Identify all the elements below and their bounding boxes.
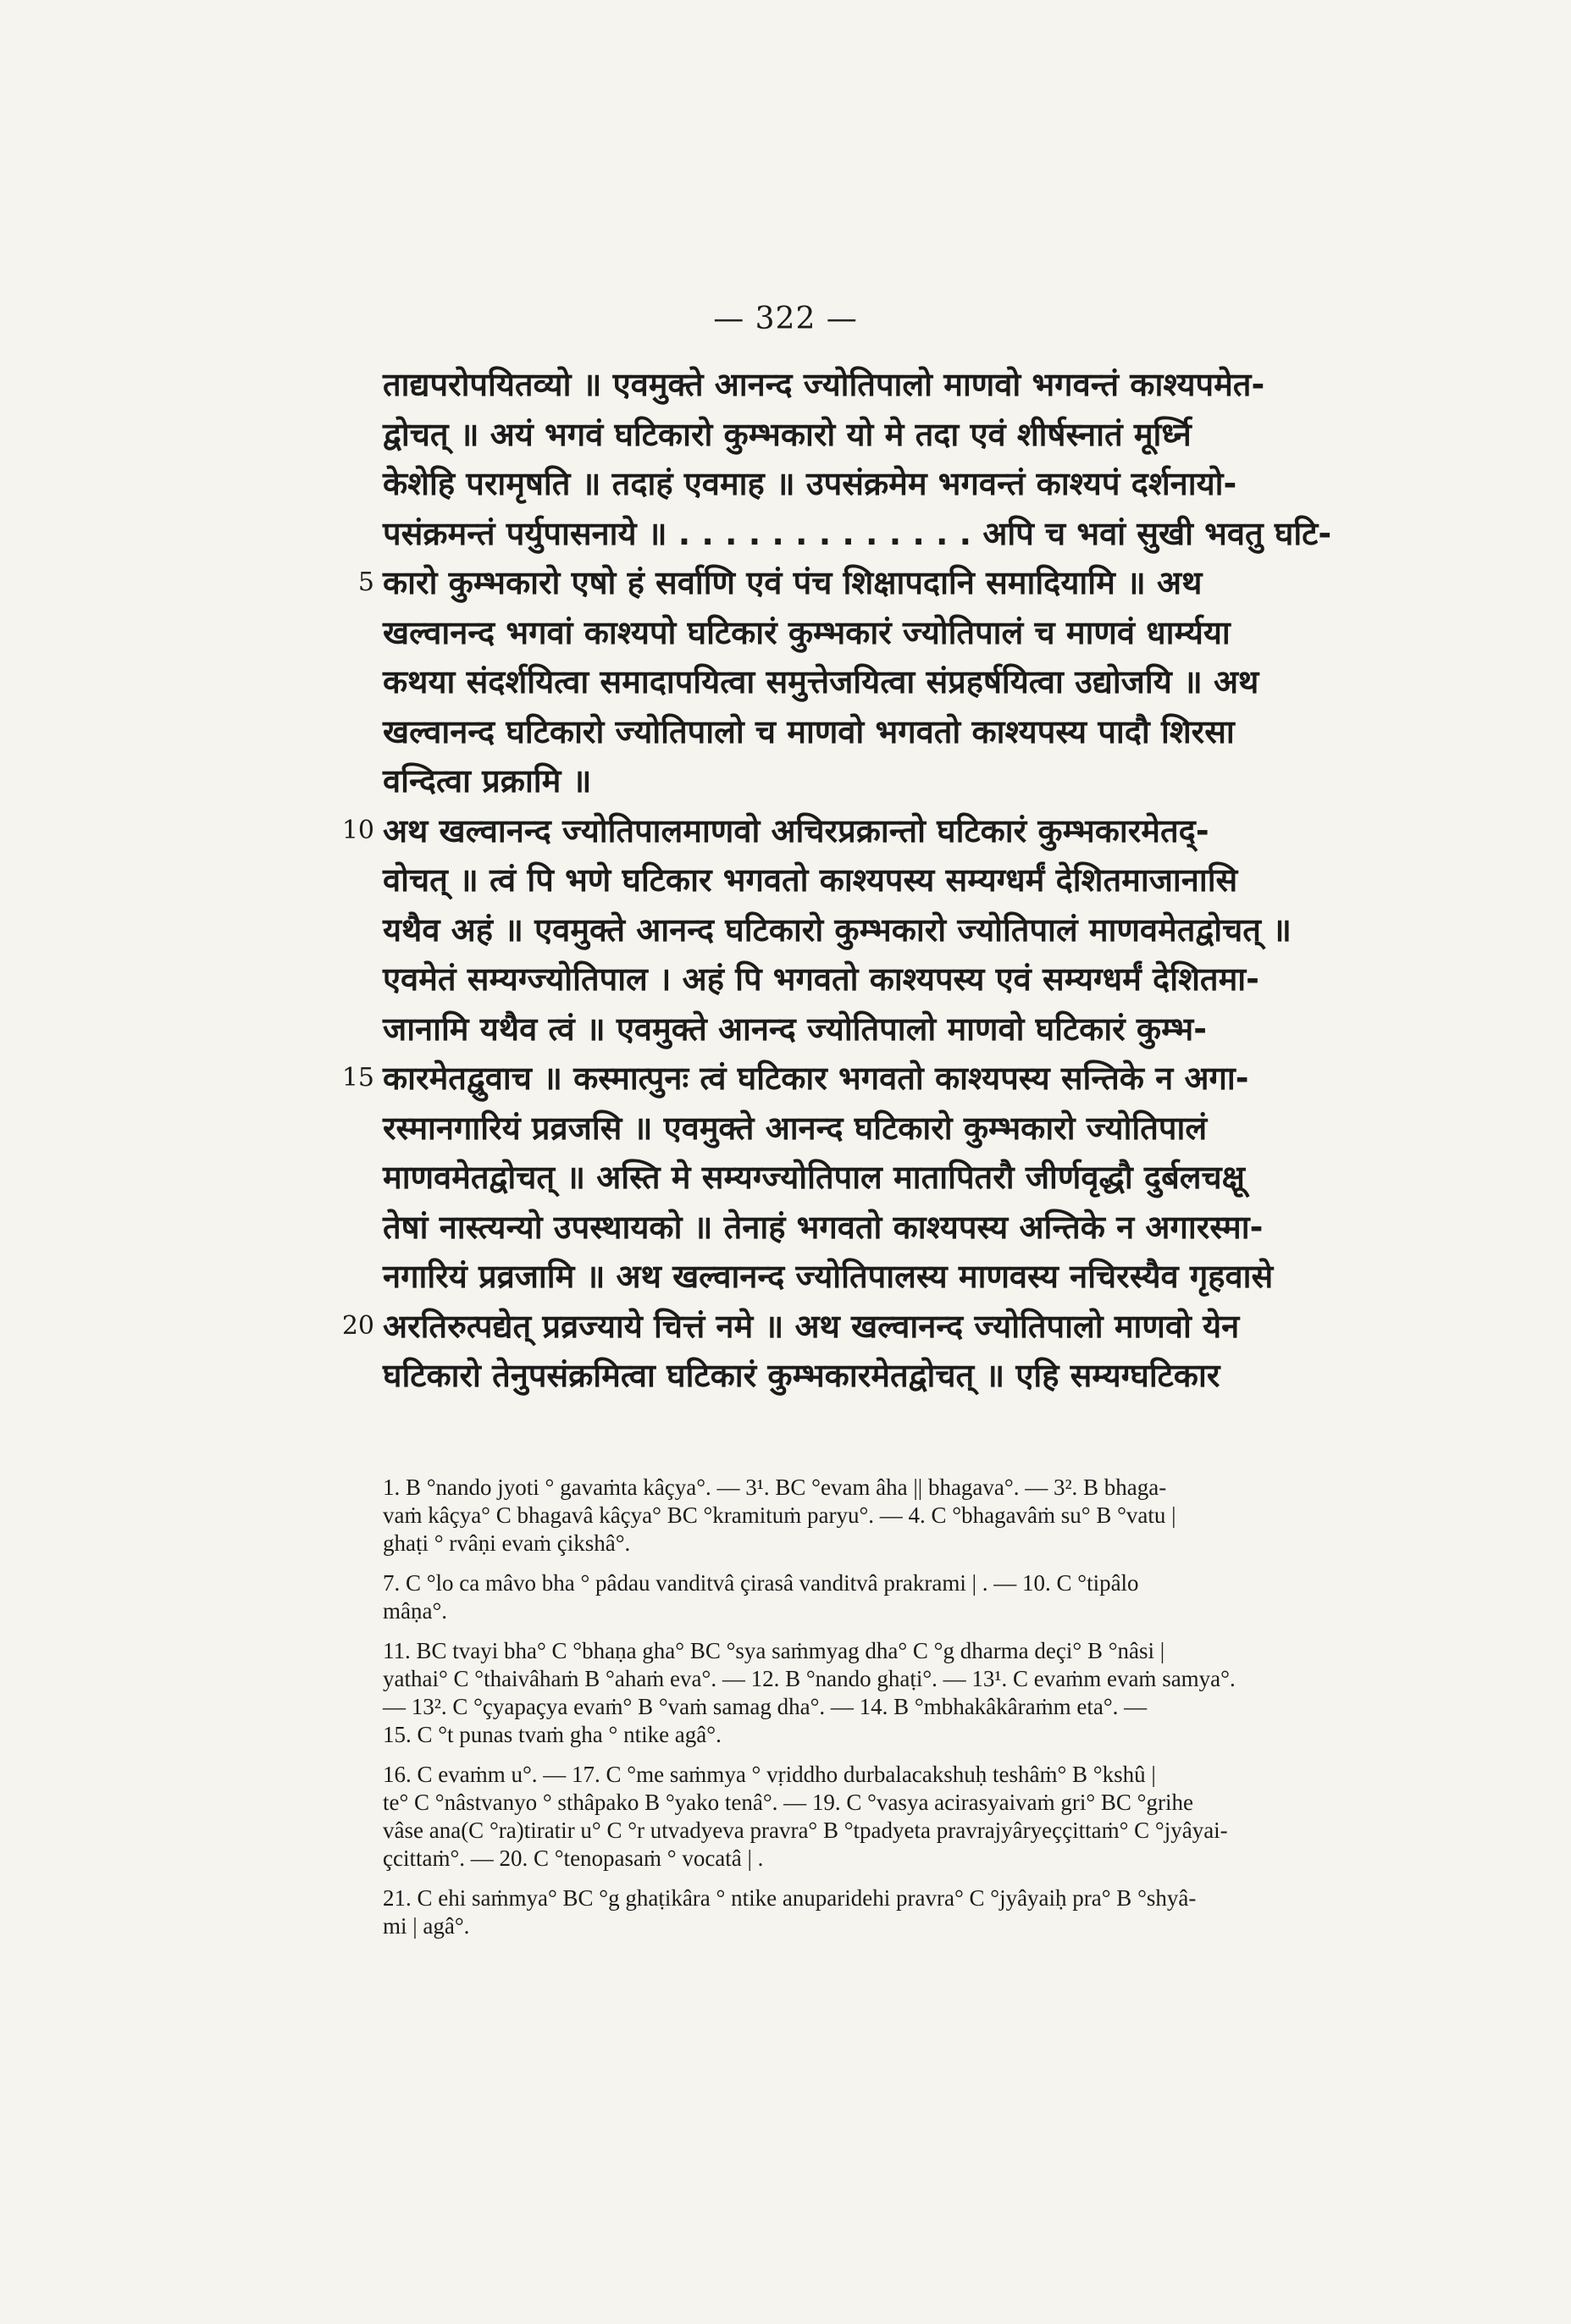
footnote-line: te° C °nâstvanyo ° sthâpako B °yako tenâ°. — 19. C °vasya acirasyaivaṁ gri° BC °grihe bbox=[383, 1790, 1193, 1815]
footnote-line: 1. B °nando jyoti ° gavaṁta kâçya°. — 3¹. BC °evam âha || bhagava°. — 3². B bhaga- bbox=[383, 1475, 1167, 1500]
text-line bbox=[383, 1203, 1484, 1253]
footnote-line: 11. BC tvayi bha° C °bhaṇa gha° BC °sya saṁmyag dha° C °g dharma deçi° B °nâsi | bbox=[383, 1638, 1165, 1663]
text-line bbox=[383, 1104, 1484, 1154]
text-line bbox=[383, 509, 1484, 559]
footnote bbox=[383, 1761, 1484, 1873]
footnote-line: 16. C evaṁm u°. — 17. C °me saṁmya ° vṛiddho durbalacakshuḥ teshâṁ° B °kshû | bbox=[383, 1762, 1156, 1787]
text-line bbox=[341, 1302, 1484, 1352]
footnotes bbox=[383, 1474, 1484, 1952]
footnote-line: ghaṭi ° rvâṇi evaṁ çikshâ°. bbox=[383, 1530, 631, 1556]
text-line bbox=[383, 1153, 1484, 1203]
text-line bbox=[383, 1004, 1484, 1054]
line-text: जानामि यथैव त्वं ॥ एवमुक्ते आनन्द ज्योतिपालो माणवो घटिकारं कुम्भ- bbox=[383, 1010, 1208, 1048]
footnote bbox=[383, 1474, 1484, 1558]
footnote-line: vaṁ kâçya° C bhagavâ kâçya° BC °kramituṁ paryu°. — 4. C °bhagavâṁ su° B °vatu | bbox=[383, 1502, 1176, 1528]
line-text: रस्मानगारियं प्रव्रजसि ॥ एवमुक्ते आनन्द घटिकारो कुम्भकारो ज्योतिपालं bbox=[383, 1109, 1208, 1147]
line-text: द्वोचत् ॥ अयं भगवं घटिकारो कुम्भकारो यो मे तदा एवं शीर्षस्नातं मूर्ध्नि bbox=[383, 415, 1192, 453]
line-text: कारो कुम्भकारो एषो हं सर्वाणि एवं पंच शिक्षापदानि समादियामि ॥ अथ bbox=[383, 564, 1203, 601]
line-text: अथ खल्वानन्द ज्योतिपालमाणवो अचिरप्रक्रान्तो घटिकारं कुम्भकारमेतद्- bbox=[383, 811, 1209, 849]
line-text: खल्वानन्द भगवां काश्यपो घटिकारं कुम्भकारं ज्योतिपालं च माणवं धार्म्यया bbox=[383, 613, 1231, 651]
line-text: वोचत् ॥ त्वं पि भणे घटिकार भगवतो काश्यपस्य सम्यग्धर्मं देशितमाजानासि bbox=[383, 861, 1238, 899]
footnote-line: mi | agâ°. bbox=[383, 1913, 470, 1939]
line-text: तेषां नास्त्यन्यो उपस्थायको ॥ तेनाहं भगवतो काश्यपस्य अन्तिके न अगारस्मा- bbox=[383, 1208, 1264, 1246]
line-number: 10 bbox=[341, 815, 374, 845]
line-text: ताद्यपरोपयितव्यो ॥ एवमुक्ते आनन्द ज्योतिपालो माणवो भगवन्तं काश्यपमेत- bbox=[383, 366, 1265, 403]
footnote-line: vâse ana(C °ra)tiratir u° C °r utvadyeva pravra° B °tpadyeta pravrajyâryeççittaṁ° C °jyâyai- bbox=[383, 1818, 1228, 1843]
footnote-line: — 13². C °çyapaçya evaṁ° B °vaṁ samag dha°. — 14. B °mbhakâkâraṁm eta°. — bbox=[383, 1694, 1148, 1719]
line-text: अरतिरुत्पद्येत् प्रव्रज्याये चित्तं नमे ॥ अथ खल्वानन्द ज्योतिपालो माणवो येन bbox=[383, 1307, 1240, 1345]
line-text: नगारियं प्रव्रजामि ॥ अथ खल्वानन्द ज्योतिपालस्य माणवस्य नचिरस्यैव गृहवासे bbox=[383, 1258, 1274, 1295]
text-line bbox=[383, 905, 1484, 955]
text-line bbox=[341, 806, 1484, 856]
page-number: — 322 — bbox=[713, 302, 858, 336]
footnote bbox=[383, 1884, 1484, 1940]
line-text: केशेहि परामृषति ॥ तदाहं एवमाह ॥ उपसंक्रमेम भगवन्तं काश्यपं दर्शनायो- bbox=[383, 465, 1237, 502]
footnote bbox=[383, 1569, 1484, 1625]
text-line bbox=[383, 657, 1484, 707]
line-text: पसंक्रमन्तं पर्युपासनाये ॥ . . . . . . . . . . . . . अपि च भवां सुखी भवतु घटि- bbox=[383, 514, 1332, 552]
text-line bbox=[383, 955, 1484, 1004]
footnote-line: çcittaṁ°. — 20. C °tenopasaṁ ° vocatâ | . bbox=[383, 1845, 764, 1871]
line-number: 15 bbox=[341, 1063, 374, 1093]
line-text: यथैव अहं ॥ एवमुक्ते आनन्द घटिकारो कुम्भकारो ज्योतिपालं माणवमेतद्वोचत् ॥ bbox=[383, 910, 1292, 949]
line-text: खल्वानन्द घटिकारो ज्योतिपालो च माणवो भगवतो काश्यपस्य पादौ शिरसा bbox=[383, 712, 1235, 750]
line-text: कथया संदर्शयित्वा समादापयित्वा समुत्तेजयित्वा संप्रहर्षयित्वा उद्योजयि ॥ अथ bbox=[383, 663, 1259, 700]
text-line bbox=[383, 410, 1484, 460]
text-line bbox=[383, 608, 1484, 658]
line-text: एवमेतं सम्यग्ज्योतिपाल । अहं पि भगवतो काश्यपस्य एवं सम्यग्धर्मं देशितमा- bbox=[383, 960, 1259, 998]
line-text: कारमेतद्वुवाच ॥ कस्मात्पुनः त्वं घटिकार भगवतो काश्यपस्य सन्तिके न अगा- bbox=[383, 1060, 1249, 1097]
line-number: 20 bbox=[341, 1310, 374, 1341]
footnote bbox=[383, 1637, 1484, 1749]
line-text: वन्दित्वा प्रक्रामि ॥ bbox=[383, 762, 592, 800]
line-text: माणवमेतद्वोचत् ॥ अस्ति मे सम्यग्ज्योतिपाल मातापितरौ जीर्णवृद्धौ दुर्बलचक्षू bbox=[383, 1159, 1245, 1196]
footnote-line: 7. C °lo ca mâvo bha ° pâdau vanditvâ çirasâ vanditvâ prakrami | . — 10. C °tipâlo bbox=[383, 1570, 1139, 1596]
footnote-line: 15. C °t punas tvaṁ gha ° ntike agâ°. bbox=[383, 1722, 722, 1747]
text-line bbox=[383, 360, 1484, 410]
main-text bbox=[341, 360, 1484, 1401]
text-line bbox=[383, 459, 1484, 509]
text-line bbox=[357, 558, 1484, 608]
line-number: 5 bbox=[357, 567, 374, 597]
text-line bbox=[383, 1252, 1484, 1302]
text-line bbox=[383, 855, 1484, 905]
line-text: घटिकारो तेनुपसंक्रमित्वा घटिकारं कुम्भकारमेतद्वोचत् ॥ एहि सम्यग्घटिकार bbox=[383, 1357, 1220, 1394]
footnote-line: 21. C ehi saṁmya° BC °g ghaṭikâra ° ntike anuparidehi pravra° C °jyâyaiḥ pra° B °shyâ- bbox=[383, 1885, 1197, 1911]
text-line bbox=[383, 707, 1484, 757]
text-line bbox=[383, 1351, 1484, 1401]
text-line bbox=[383, 756, 1484, 806]
text-line bbox=[341, 1054, 1484, 1104]
footnote-line: yathai° C °thaivâhaṁ B °ahaṁ eva°. — 12. B °nando ghaṭi°. — 13¹. C evaṁm evaṁ samya°. bbox=[383, 1666, 1236, 1691]
footnote-line: mâṇa°. bbox=[383, 1598, 448, 1624]
